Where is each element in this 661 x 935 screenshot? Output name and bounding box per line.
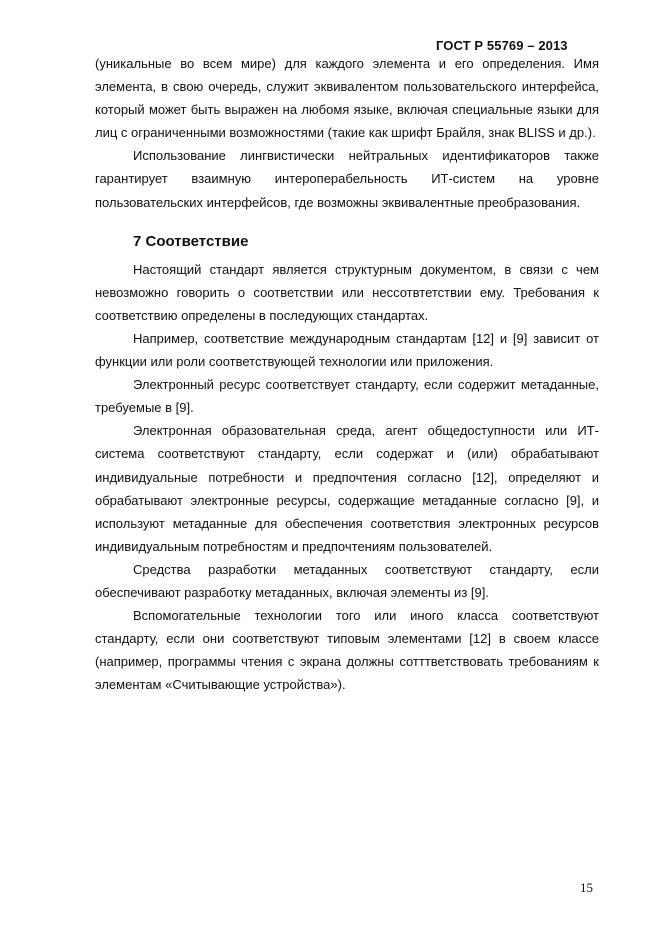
paragraph: Например, соответствие международным стандартам [12] и [9] зависит от функции или роли соответствующей технологии или приложения. — [95, 330, 599, 370]
page-number: 15 — [580, 880, 593, 895]
paragraph: Вспомогательные технологии того или иного класса соответствуют стандарту, если они соответствуют типовым элементами [12] в своем классе (например, программы чтения с экрана должны сотттветствовать требованиям к элементам «Считывающие устройства»). — [95, 608, 599, 693]
paragraph: Использование лингвистически нейтральных идентификаторов также гарантирует взаимную интероперабельность ИТ-систем на уровне пользовательских интерфейсов, где возможны эквивалентные преобразования. — [95, 148, 599, 210]
document-header-code: ГОСТ Р 55769 – 2013 — [436, 38, 568, 53]
paragraph: Электронная образовательная среда, агент общедоступности или ИТ-система соответствуют стандарту, если содержат и (или) обрабатывают индивидуальные потребности и предпочтения согласно [12], определяют и обрабатывают электронные ресурсы, содержащие метаданные согласно [9], и используют метаданные для обеспечения соответствия электронных ресурсов индивидуальным потребностям и предпочтениям пользователей. — [95, 423, 599, 554]
paragraph-continuation: (уникальные во всем мире) для каждого элемента и его определения. Имя элемента, в свою очередь, служит эквивалентом пользовательского интерфейса, который может быть выражен на любомя языке, включая специальные языки для лиц с ограниченными возможностями (такие как шрифт Брайля, знак BLISS и др.). — [95, 56, 599, 141]
paragraph: Электронный ресурс соответствует стандарту, если содержит метаданные, требуемые в [9]. — [95, 377, 599, 416]
paragraph: Настоящий стандарт является структурным документом, в связи с чем невозможно говорить о соответствии или нессотвтетствии ему. Требования к соответствию определены в последующих стандартах. — [95, 261, 599, 323]
paragraph: Средства разработки метаданных соответствуют стандарту, если обеспечивают разработку метаданных, включая элементы из [9]. — [95, 561, 599, 600]
page-body — [95, 52, 599, 696]
section-heading: 7 Соответствие — [133, 232, 249, 250]
